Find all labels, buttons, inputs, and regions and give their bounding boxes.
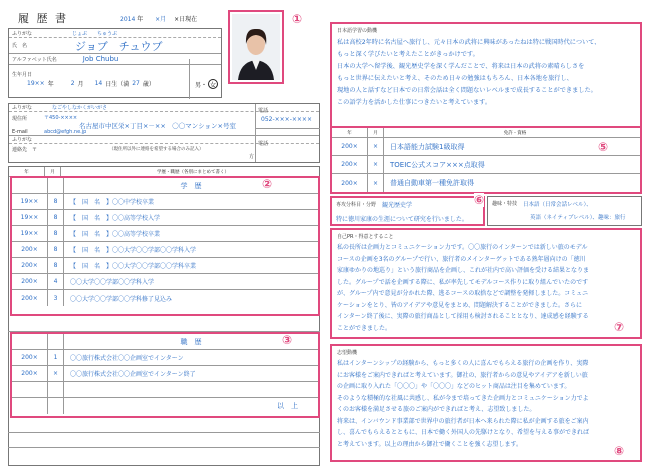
circled-number-6: ⑥	[474, 193, 485, 207]
col-year: 年	[332, 128, 368, 137]
email: abcd@efgh.ne.jp	[44, 129, 87, 135]
row-year: 200×	[332, 156, 368, 173]
row-month: ×	[368, 138, 384, 155]
gender	[195, 79, 218, 89]
phone-label: 電話	[258, 108, 269, 114]
row-month: ×	[368, 174, 384, 192]
address-furigana: なごやしなかくがいがさ	[52, 105, 108, 111]
row-month: ×	[48, 366, 64, 381]
row-month: 1	[48, 350, 64, 365]
study-label: 専攻分科目・分野	[336, 202, 377, 208]
date-year: 2014	[120, 16, 136, 23]
hobby-line2: 英語（ネイティブレベル）、趣味：旅行	[530, 215, 626, 221]
education-section	[10, 176, 320, 316]
career-end: 以 上	[277, 402, 298, 410]
self-pr-box	[330, 228, 642, 339]
qualification-row	[332, 174, 640, 192]
row-month: 3	[48, 290, 64, 306]
education-row	[12, 242, 318, 258]
row-year: 200×	[332, 138, 368, 155]
career-section	[10, 332, 320, 418]
qualification-row	[332, 138, 640, 156]
education-row	[12, 274, 318, 290]
contact-furigana-label: ふりがな	[12, 137, 33, 143]
address: 名古屋市中区栄×丁目×－×× 〇〇マンション×号室	[79, 122, 236, 130]
row-text: 〇〇旅行株式会社〇〇企画室でインターン	[70, 355, 184, 362]
text-line: 現地の人と話すなど日本での日常会話は全く問題ないレベルまで成長することができました。	[337, 87, 597, 94]
education-row	[12, 290, 318, 306]
row-text: 【 国 名 】〇〇中学校卒業	[70, 199, 155, 206]
text-line: 日本の大学へ留学後、観光歴史学を深く学んだことで、将来は日本の武将の素晴らしさを	[337, 63, 585, 70]
row-year: 19××	[12, 226, 48, 241]
study-box	[330, 196, 485, 226]
text-line: にお客様をご案内できればと考えています。御社の、旅行者からの意見やアイデアを新しい旅	[337, 371, 588, 379]
col-month: 月	[45, 167, 61, 176]
application-reason-label: 志望動機	[337, 350, 358, 356]
language-motivation-text	[337, 37, 635, 109]
birth-label: 生年月日	[12, 71, 33, 78]
row-text: 〇〇大学〇〇学部〇〇学科修了見込み	[70, 295, 173, 303]
row-text: 【 国 名 】〇〇高等学校入学	[70, 215, 161, 222]
date-year-unit: 年	[137, 16, 144, 23]
email-label: E-mail	[12, 129, 28, 135]
col-history: 学歴・職歴（各別にまとめて書く）	[157, 169, 229, 175]
birth-date	[27, 79, 155, 88]
text-line: くのお客様を満足させる旅のご案内ができればと考え、志望致しました。	[337, 406, 536, 413]
alpha-name-label: アルファベット氏名	[12, 56, 57, 63]
age: 27	[132, 80, 140, 87]
birth-day-unit: 日生（満	[105, 81, 130, 88]
birth-year: 19××	[27, 80, 45, 87]
text-line: 私の長所は企画力とコミュニケーション力です。〇〇旅行のインターンでは新しい旅のモデル	[337, 244, 588, 251]
application-reason-box	[330, 344, 642, 462]
row-year: 200×	[332, 174, 368, 192]
career-row	[12, 350, 318, 366]
education-row	[12, 210, 318, 226]
hobby-label: 趣味・特技	[492, 201, 518, 207]
address-label: 現住所	[12, 116, 28, 122]
qualifications-box	[330, 126, 642, 194]
row-text: 日本語能力試験1級取得	[390, 142, 465, 151]
row-text: 〇〇大学〇〇学部〇〇学科入学	[70, 279, 155, 286]
row-year: 200×	[12, 258, 48, 273]
col-month: 月	[368, 128, 384, 137]
alpha-name: Job Chubu	[82, 55, 119, 63]
row-month: 8	[48, 194, 64, 209]
contact-note: （現住所以外に連絡を希望する場合のみ記入）	[109, 147, 204, 152]
row-year: 200×	[12, 274, 48, 289]
row-year: 200×	[12, 242, 48, 257]
address-furigana-label: ふりがな	[12, 105, 33, 111]
row-year: 19××	[12, 194, 48, 209]
row-month: 8	[48, 210, 64, 225]
row-text: 【 国 名 】〇〇大学〇〇学部〇〇学科卒業	[70, 263, 197, 270]
birth-day: 14	[94, 80, 103, 87]
gender-selected: 女	[208, 79, 218, 89]
language-motivation-label: 日本語学習の動機	[337, 28, 378, 34]
education-heading: 学 歴	[180, 181, 202, 190]
blank-row	[8, 432, 320, 448]
blank-row	[8, 320, 320, 332]
row-text: TOEIC公式スコア×××点取得	[390, 160, 485, 169]
col-year: 年	[9, 167, 45, 176]
text-line: この語学力を活かした仕事につきたいと考えています。	[337, 99, 492, 106]
circled-number-1: ①	[292, 12, 303, 26]
text-line: コースの企画を3名のグループで行い、旅行者のメインターゲットである熟年層向けの「徳川	[337, 255, 586, 263]
education-rows	[12, 194, 318, 306]
text-line: と考えています。以上の理由から御社で働くことを強く志望します。	[337, 440, 523, 448]
text-line: が、グループ内で意見が分かれた際、逃るコースの取捨などで調整を発揮しました。コミュニ	[337, 290, 589, 297]
education-row	[12, 194, 318, 210]
personal-info-block	[8, 28, 222, 98]
name-furigana: じょぶ ちゅうぶ	[72, 30, 118, 37]
photo-frame	[228, 10, 284, 84]
name-furigana-label: ふりがな	[12, 30, 33, 37]
text-line: そのような積極的な社風に共感し、私が今まで培ってきた企画力とコミュニケーション力でよ	[337, 394, 589, 402]
gender-label: 男・	[195, 81, 208, 89]
birth-month-unit: 月	[77, 81, 84, 88]
row-month: ×	[368, 156, 384, 173]
row-text: 普通自動車第一種免許取得	[390, 179, 474, 187]
career-row	[12, 366, 318, 382]
text-line: もっと深く学びたいと考えたことがきっかけです。	[337, 51, 479, 58]
contact-note-suffix: 方	[249, 154, 255, 160]
contact-phone-label: 電話	[258, 141, 269, 147]
row-year: 200×	[12, 350, 48, 365]
text-line: 家康ゆかりの地巡り」という旅行商品を企画し、これが社内で高い評価を受ける結果となりま	[337, 267, 590, 274]
date-line	[120, 14, 197, 23]
birth-month: 2	[70, 80, 75, 87]
postal-code: 〒450-××××	[44, 115, 78, 121]
date-month: ×月	[155, 16, 167, 23]
row-text: 〇〇旅行株式会社〇〇企画室でインターン終了	[70, 371, 196, 378]
text-line: 私はインターンシップの経験から、もっと多くの人に喜んでもらえる旅行の企画を作り、実際	[337, 360, 589, 367]
row-month: 4	[48, 274, 64, 289]
text-line: ことができました。	[337, 324, 392, 332]
date-day: ×日現在	[174, 16, 198, 23]
full-name: ジョブ チュウブ	[75, 39, 163, 53]
profile-photo	[232, 14, 280, 80]
name-label: 氏 名	[12, 43, 28, 49]
address-block	[8, 103, 320, 163]
text-line: もっと世界に伝えたいと考え、そのため日々の勉強はもちろん、日本各地を旅行し、	[337, 75, 573, 82]
text-line: の企画に取り入れた「〇〇〇」や「〇〇〇」などのヒット商品は注目を集めています。	[337, 383, 571, 390]
age-unit: 歳）	[142, 81, 155, 88]
text-line: 将来は、インバウンド事業部で世界中の旅行者が日本へ来られた際に私が企画する旅をご案内	[337, 417, 589, 425]
self-pr-label: 自己PR・得意とすること	[337, 234, 394, 240]
row-text: 【 国 名 】〇〇高等学校卒業	[70, 231, 161, 238]
text-line: し、喜んでもらえるとともに、日本で働く外国人の先駆けとなり、希望を与える事ができれば	[337, 429, 590, 436]
phone: 052-×××-××××	[261, 116, 312, 123]
study-value: 観光歴史学	[382, 202, 413, 209]
row-month: 8	[48, 258, 64, 273]
application-reason-text	[337, 358, 635, 450]
contact-label: 連絡先 〒	[12, 147, 38, 153]
self-pr-text	[337, 242, 635, 334]
education-row	[12, 258, 318, 274]
row-month: 8	[48, 226, 64, 241]
text-line: 私は高校2年時に名古屋へ旅行し、元々日本の武将に興味があったねは特に戦国時代について、	[337, 39, 601, 46]
study-detail: 特に徳川家康の生涯について研究を行いました。	[336, 216, 468, 223]
circled-number-8: ⑧	[614, 444, 625, 458]
text-line: した。グループで話を企画する際に、私が率先してモデルコース作りに取り組んでいたのです	[337, 278, 589, 286]
text-line: ケーションをとり、皆のアイデアや意見をまとめ、問題解決することができました。さらに	[337, 301, 582, 309]
career-heading: 職 歴	[180, 337, 202, 346]
row-year: 200×	[12, 290, 48, 306]
text-line: インターン終了後に、実際の旅行商品として採用も検討されることとなり、達成感を経験する	[337, 313, 589, 320]
row-text: 【 国 名 】〇〇大学〇〇学部〇〇学科入学	[70, 247, 197, 254]
circled-number-5: ⑤	[598, 140, 609, 154]
hobby-box	[487, 196, 642, 226]
row-year: 19××	[12, 210, 48, 225]
col-qualification: 免許・資格	[503, 130, 527, 136]
qualification-row	[332, 156, 640, 174]
row-year: 200×	[12, 366, 48, 381]
row-month: 8	[48, 242, 64, 257]
hobby-line1: 日本語（日常会話レベル）、	[523, 202, 592, 208]
circled-number-3: ③	[282, 333, 293, 347]
birth-year-unit: 年	[47, 81, 54, 88]
circled-number-7: ⑦	[614, 320, 625, 334]
resume-title: 履 歴 書	[18, 12, 68, 25]
education-row	[12, 226, 318, 242]
circled-number-2: ②	[262, 177, 273, 191]
